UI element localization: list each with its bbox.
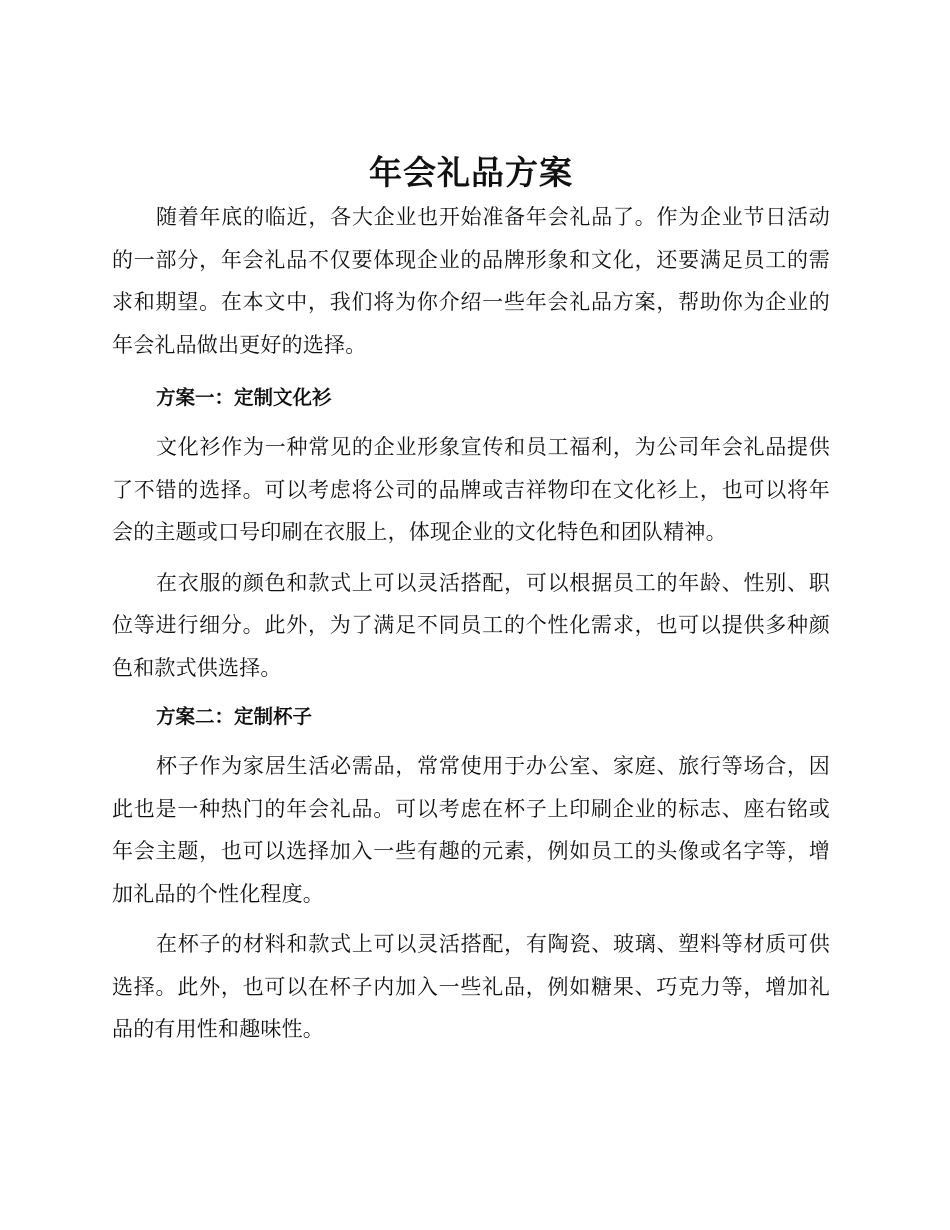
spacer: [112, 737, 830, 745]
section-2-paragraph-1: 杯子作为家居生活必需品，常常使用于办公室、家庭、旅行等场合，因此也是一种热门的年会礼品。可以考虑在杯子上印刷企业的标志、座右铭或年会主题，也可以选择加入一些有趣的元素，例如员工的头像或名字等，增加礼品的个性化程度。: [112, 754, 830, 906]
document-page: [112, 150, 830, 1051]
intro-paragraph: 随着年底的临近，各大企业也开始准备年会礼品了。作为企业节日活动的一部分，年会礼品不仅要体现企业的品牌形象和文化，还要满足员工的需求和期望。在本文中，我们将为你介绍一些年会礼品方案，帮助你为企业的年会礼品做出更好的选择。: [112, 205, 830, 357]
section-2-paragraph-2: 在杯子的材料和款式上可以灵活搭配，有陶瓷、玻璃、塑料等材质可供选择。此外，也可以在杯子内加入一些礼品，例如糖果、巧克力等，增加礼品的有用性和趣味性。: [112, 932, 830, 1041]
spacer: [112, 554, 830, 562]
spacer: [112, 418, 830, 426]
document-title: 年会礼品方案: [369, 153, 573, 192]
spacer: [112, 689, 830, 697]
spacer: [112, 915, 830, 923]
section-1-paragraph-1: 文化衫作为一种常见的企业形象宣传和员工福利，为公司年会礼品提供了不错的选择。可以考虑将公司的品牌或吉祥物印在文化衫上，也可以将年会的主题或口号印刷在衣服上，体现企业的文化特色和团队精神。: [112, 435, 830, 544]
spacer: [112, 366, 830, 378]
section-1-paragraph-2: 在衣服的颜色和款式上可以灵活搭配，可以根据员工的年龄、性别、职位等进行细分。此外，为了满足不同员工的个性化需求，也可以提供多种颜色和款式供选择。: [112, 570, 830, 680]
section-heading-2: 方案二：定制杯子: [156, 705, 313, 728]
section-heading-1: 方案一：定制文化衫: [156, 386, 332, 409]
